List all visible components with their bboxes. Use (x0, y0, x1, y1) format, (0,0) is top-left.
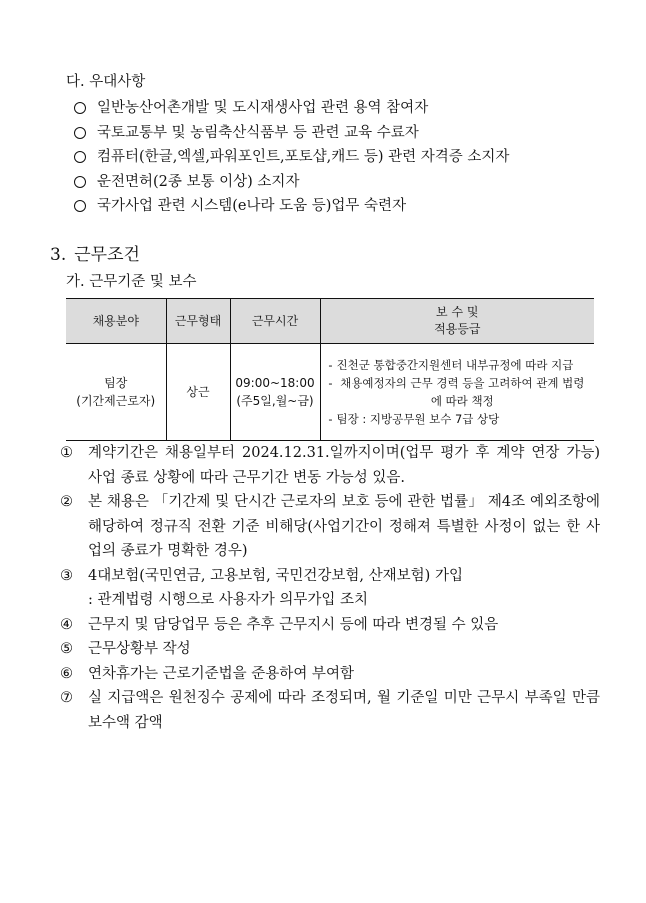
circle-bullet-icon (74, 102, 86, 114)
section-a-title: 다. 우대사항 (66, 74, 146, 90)
cell-pay (320, 344, 594, 441)
note-item: ⑥ 연차휴가는 근로기준법을 준용하여 부여함 (60, 665, 354, 682)
section-title: 근무조건 (74, 245, 140, 265)
note-item: ③ 4대보험(국민연금, 고용보험, 국민건강보험, 산재보험) 가입 (60, 567, 463, 584)
header-field: 채용분야 (66, 299, 166, 344)
work-conditions-table (66, 298, 594, 441)
note-item: ⑤ 근무상황부 작성 (60, 641, 191, 657)
preference-list (74, 96, 509, 219)
pay-item: - 팀장 : 지방공무원 보수 7급 상당 (328, 412, 500, 426)
list-item: 운전면허(2종 보통 이상) 소지자 (74, 170, 509, 195)
note-item: ④ 근무지 및 담당업무 등은 추후 근무지시 등에 따라 변경될 수 있음 (60, 616, 499, 633)
cell-type: 상근 (166, 344, 230, 441)
cell-field: 팀장 (기간제근로자) (66, 344, 166, 441)
list-item: 국가사업 관련 시스템(e나라 도움 등)업무 숙련자 (74, 194, 509, 219)
notes-list (60, 441, 600, 735)
pay-item: - 진천군 통합중간지원센터 내부규정에 따라 지급 (328, 358, 574, 372)
note-item: ② 본 채용은 「기간제 및 단시간 근로자의 보호 등에 관한 법률」 제4조 예외조항에 해당하여 정규직 전환 기준 비해당(사업기간이 정해져 특별한 사정이 없는 한 사업의 종료가 명확한 경우) (60, 494, 600, 559)
cell-hours: 09:00~18:00 (주5일,월~금) (230, 344, 320, 441)
table-row (66, 344, 594, 441)
section-3-heading (50, 240, 140, 265)
header-pay: 보 수 및 적용등급 (320, 299, 594, 344)
circle-bullet-icon (74, 200, 86, 212)
list-item: 컴퓨터(한글,엑셀,파워포인트,포토샵,캐드 등) 관련 자격증 소지자 (74, 145, 509, 170)
header-hours: 근무시간 (230, 299, 320, 344)
circle-bullet-icon (74, 176, 86, 188)
note-item: : 관계법령 시행으로 사용자가 의무가입 조치 (88, 592, 369, 608)
list-item: 일반농산어촌개발 및 도시재생사업 관련 용역 참여자 (74, 96, 509, 121)
circle-bullet-icon (74, 151, 86, 163)
pay-item: - 채용예정자의 근무 경력 등을 고려하여 관계 법령에 따라 책정 (328, 376, 585, 408)
circle-bullet-icon (74, 127, 86, 139)
note-item: ① 계약기간은 채용일부터 2024.12.31.일까지이며(업무 평가 후 계약 연장 가능) 사업 종료 상황에 따라 근무기간 변동 가능성 있음. (60, 445, 600, 486)
table-header-row (66, 299, 594, 344)
sub-section-title: 가. 근무기준 및 보수 (66, 274, 197, 290)
list-item: 국토교통부 및 농림축산식품부 등 관련 교육 수료자 (74, 121, 509, 146)
header-type: 근무형태 (166, 299, 230, 344)
section-number: 3. (50, 245, 67, 265)
note-item: ⑦ 실 지급액은 원천징수 공제에 따라 조정되며, 월 기준일 미만 근무시 부족일 만큼 보수액 감액 (60, 690, 600, 731)
